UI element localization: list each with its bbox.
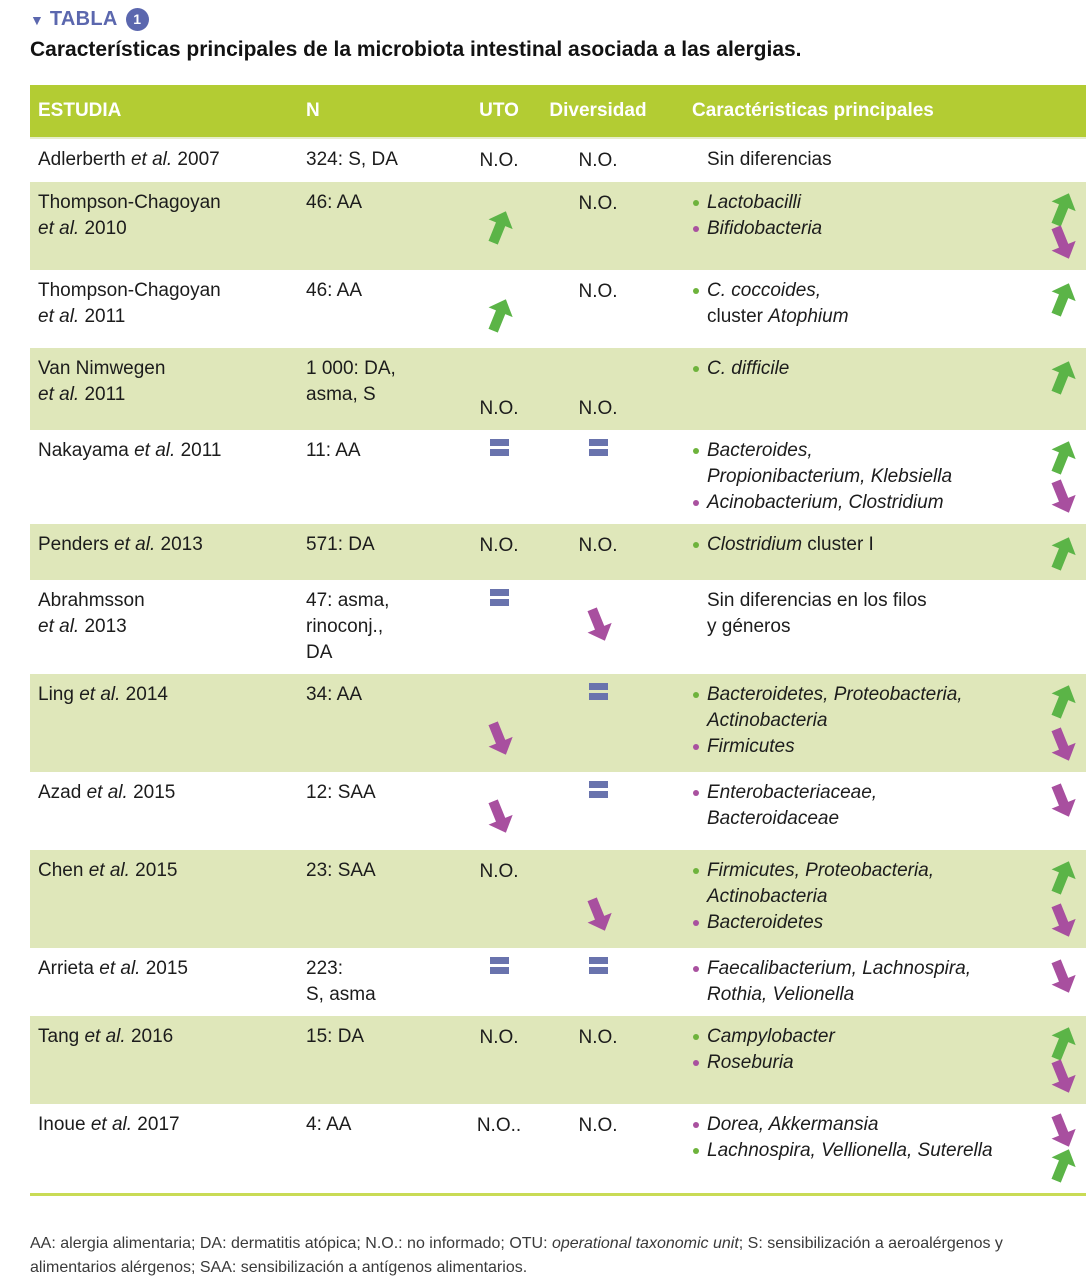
- otu-cell: [455, 682, 543, 764]
- up-arrow-icon: [1043, 856, 1081, 898]
- feature-item: [692, 216, 1034, 242]
- column-header-n: N: [306, 100, 320, 121]
- n-cell: [300, 956, 455, 1008]
- table-row: [30, 524, 1086, 580]
- text-segment: Bacteroides,: [707, 440, 813, 461]
- text-segment: C. coccoides,: [707, 280, 822, 301]
- text-segment: Sin diferencias: [707, 149, 832, 170]
- bullet-dot: [693, 366, 699, 372]
- text-segment: Roseburia: [707, 1052, 794, 1073]
- text-segment: Bacteroidetes: [707, 912, 824, 933]
- n-line: 12: SAA: [306, 782, 376, 803]
- feature-item: [692, 910, 1034, 936]
- table-row: [30, 580, 1086, 674]
- up-arrow-icon: [1043, 680, 1081, 722]
- down-arrow-icon: [579, 894, 617, 936]
- diversity-cell: [543, 356, 653, 422]
- n-cell: [300, 858, 455, 940]
- diversity-cell: [543, 1024, 653, 1096]
- diversity-cell: [543, 532, 653, 572]
- text-segment: et al.: [79, 684, 121, 705]
- up-arrow-icon: [480, 206, 518, 248]
- bullet-dot: [693, 1034, 699, 1040]
- otu-cell: [455, 190, 543, 262]
- n-cell: [300, 682, 455, 764]
- text-segment: Thompson-Chagoyan: [38, 192, 221, 213]
- bullet-dot: [693, 288, 699, 294]
- features-cell: [653, 356, 1038, 422]
- cell-text: N.O.: [578, 150, 618, 171]
- text-segment: operational taxonomic unit: [551, 1235, 739, 1252]
- study-cell: [30, 588, 300, 666]
- table-row: [30, 772, 1086, 850]
- n-line: 324: S, DA: [306, 149, 398, 170]
- text-segment: Inoue: [38, 1114, 91, 1135]
- text-segment: y géneros: [707, 616, 791, 637]
- equal-icon: [490, 589, 509, 606]
- text-segment: Actinobacteria: [707, 886, 828, 907]
- trend-arrows-cell: [1038, 1024, 1086, 1096]
- down-arrow-icon: [480, 796, 518, 838]
- text-segment: et al.: [38, 218, 80, 239]
- text-segment: AA: alergia alimentaria; DA: dermatitis atópica; N.O.: no informado; OTU:: [30, 1235, 552, 1252]
- feature-item: [692, 190, 1034, 216]
- text-segment: 2013: [155, 534, 203, 555]
- text-segment: Abrahmsson: [38, 590, 145, 611]
- bullet-dot: [693, 966, 699, 972]
- table-row: [30, 1104, 1086, 1192]
- text-segment: Acinobacterium, Clostridium: [707, 492, 944, 513]
- features-cell: [653, 147, 1038, 174]
- diversity-cell: [543, 438, 653, 516]
- n-line: rinoconj.,: [306, 616, 384, 637]
- text-segment: et al.: [38, 306, 80, 327]
- text-segment: Firmicutes: [707, 736, 795, 757]
- text-segment: Firmicutes, Proteobacteria,: [707, 860, 935, 881]
- diversity-cell: [543, 278, 653, 340]
- text-segment: Arrieta: [38, 958, 100, 979]
- bullet-dot: [693, 500, 699, 506]
- equal-icon: [589, 957, 608, 974]
- table-row: [30, 850, 1086, 948]
- feature-item: [692, 356, 1034, 382]
- trend-arrows-cell: [1038, 956, 1086, 1008]
- study-cell: [30, 356, 300, 422]
- feature-item: [692, 588, 1034, 640]
- column-header-estudia: ESTUDIA: [38, 100, 122, 121]
- trend-arrows-cell: [1038, 278, 1086, 340]
- otu-cell: [455, 532, 543, 572]
- table-body: [30, 139, 1086, 1192]
- diversity-cell: [543, 1112, 653, 1184]
- bullet-dot: [693, 692, 699, 698]
- cell-text: N.O.: [578, 281, 618, 302]
- n-line: 11: AA: [306, 440, 361, 461]
- feature-item: [692, 1024, 1034, 1050]
- feature-item: [692, 438, 1034, 490]
- text-segment: Nakayama: [38, 440, 135, 461]
- features-cell: [653, 858, 1038, 940]
- text-segment: 2011: [79, 306, 126, 327]
- n-line: 46: AA: [306, 192, 362, 213]
- trend-arrow: [585, 608, 612, 650]
- text-segment: 2015: [127, 782, 176, 803]
- down-arrow-icon: [1043, 1056, 1081, 1098]
- n-cell: [300, 356, 455, 422]
- text-segment: et al.: [88, 860, 130, 881]
- cell-text: N.O.: [479, 150, 519, 171]
- data-table: [30, 85, 1086, 1196]
- down-arrow-icon: [1043, 222, 1081, 264]
- table-caption: [30, 8, 1090, 31]
- cell-text: N.O.: [578, 535, 618, 556]
- text-segment: 2017: [132, 1114, 180, 1135]
- diversity-cell: [543, 588, 653, 666]
- text-segment: Thompson-Chagoyan: [38, 280, 221, 301]
- table-header-row: [30, 85, 1086, 139]
- n-cell: [300, 1024, 455, 1096]
- features-cell: [653, 532, 1038, 572]
- study-cell: [30, 278, 300, 340]
- text-segment: Bacteroidaceae: [707, 808, 840, 829]
- n-cell: [300, 780, 455, 842]
- features-cell: [653, 956, 1038, 1008]
- text-segment: 2007: [172, 149, 220, 170]
- cell-text: N.O.: [578, 1115, 618, 1136]
- text-segment: et al.: [38, 616, 80, 637]
- otu-cell: [455, 278, 543, 340]
- text-segment: Van Nimwegen: [38, 358, 166, 379]
- text-segment: Rothia, Velionella: [707, 984, 855, 1005]
- text-segment: Faecalibacterium, Lachnospira,: [707, 958, 972, 979]
- n-cell: [300, 1112, 455, 1184]
- table-row: [30, 139, 1086, 182]
- cell-text: N.O.: [479, 535, 519, 556]
- feature-item: [692, 956, 1034, 1008]
- trend-arrow: [486, 210, 513, 252]
- bullet-dot: [693, 1060, 699, 1066]
- n-line: 1 000: DA,: [306, 358, 396, 379]
- text-segment: Propionibacterium, Klebsiella: [707, 466, 953, 487]
- study-cell: [30, 438, 300, 516]
- n-line: 15: DA: [306, 1026, 365, 1047]
- trend-arrows-cell: [1038, 780, 1086, 842]
- text-segment: 2011: [79, 384, 126, 405]
- text-segment: 2015: [129, 860, 178, 881]
- study-cell: [30, 682, 300, 764]
- down-arrow-icon: [1043, 780, 1081, 822]
- equal-icon: [490, 957, 509, 974]
- text-segment: C. difficile: [707, 358, 790, 379]
- text-segment: Dorea, Akkermansia: [707, 1114, 879, 1135]
- triangle-down-icon: ▼: [30, 11, 44, 28]
- bullet-dot: [693, 920, 699, 926]
- text-segment: Azad: [38, 782, 87, 803]
- down-arrow-icon: [1043, 476, 1081, 518]
- text-segment: Chen: [38, 860, 89, 881]
- study-cell: [30, 858, 300, 940]
- n-cell: [300, 147, 455, 174]
- features-cell: [653, 588, 1038, 666]
- features-cell: [653, 780, 1038, 842]
- equal-icon: [490, 439, 509, 456]
- equal-icon: [589, 683, 608, 700]
- otu-cell: [455, 780, 543, 842]
- trend-arrows-cell: [1038, 682, 1086, 764]
- up-arrow-icon: [1043, 436, 1081, 478]
- up-arrow-icon: [480, 294, 518, 336]
- text-segment: et al.: [130, 149, 173, 170]
- feature-item: [692, 1050, 1034, 1076]
- text-segment: Clostridium: [707, 534, 803, 555]
- trend-arrow: [486, 800, 513, 842]
- n-cell: [300, 438, 455, 516]
- n-line: 46: AA: [306, 280, 362, 301]
- column-header-uto: UTO: [479, 100, 519, 121]
- features-cell: [653, 1024, 1038, 1096]
- text-segment: et al.: [84, 1026, 126, 1047]
- table-number-badge: 1: [126, 8, 149, 31]
- study-cell: [30, 532, 300, 572]
- up-arrow-icon: [1043, 1144, 1081, 1186]
- otu-cell: [455, 858, 543, 940]
- cell-text: N.O.: [479, 398, 519, 419]
- down-arrow-icon: [1043, 956, 1081, 998]
- text-segment: cluster I: [802, 534, 874, 555]
- n-line: DA: [306, 642, 333, 663]
- bullet-dot: [693, 448, 699, 454]
- bullet-dot: [693, 790, 699, 796]
- cell-text: N.O.: [479, 1027, 519, 1048]
- text-segment: Campylobacter: [707, 1026, 835, 1047]
- n-cell: [300, 532, 455, 572]
- otu-cell: [455, 438, 543, 516]
- trend-arrow: [486, 298, 513, 340]
- otu-cell: [455, 147, 543, 174]
- text-segment: et al.: [99, 958, 141, 979]
- feature-item: [692, 858, 1034, 910]
- up-arrow-icon: [1043, 278, 1081, 320]
- study-cell: [30, 1024, 300, 1096]
- text-segment: cluster: [707, 306, 769, 327]
- text-segment: Atophium: [768, 306, 849, 327]
- text-segment: 2014: [120, 684, 168, 705]
- text-segment: Lachnospira, Vellionella, Suterella: [707, 1140, 993, 1161]
- features-cell: [653, 1112, 1038, 1184]
- table-row: [30, 948, 1086, 1016]
- cell-text: N.O.: [479, 861, 519, 882]
- otu-cell: [455, 956, 543, 1008]
- trend-arrow: [486, 722, 513, 764]
- column-header-caracteristicas: Caractéristicas principales: [692, 100, 934, 121]
- table-row: [30, 430, 1086, 524]
- text-segment: Bacteroidetes, Proteobacteria,: [707, 684, 963, 705]
- feature-item: [692, 1138, 1034, 1164]
- trend-arrows-cell: [1038, 1112, 1086, 1184]
- bullet-dot: [693, 868, 699, 874]
- study-cell: [30, 956, 300, 1008]
- column-header-spacer: [1038, 109, 1086, 113]
- n-cell: [300, 190, 455, 262]
- feature-item: [692, 490, 1034, 516]
- trend-arrows-cell: [1038, 438, 1086, 516]
- otu-cell: [455, 1024, 543, 1096]
- down-arrow-icon: [1043, 724, 1081, 766]
- bullet-dot: [693, 200, 699, 206]
- caption-label: TABLA: [49, 8, 118, 30]
- study-cell: [30, 147, 300, 174]
- diversity-cell: [543, 858, 653, 940]
- text-segment: 2015: [140, 958, 188, 979]
- features-cell: [653, 278, 1038, 340]
- trend-arrows-cell: [1038, 190, 1086, 262]
- bullet-dot: [693, 1148, 699, 1154]
- text-segment: et al.: [114, 534, 156, 555]
- diversity-cell: [543, 190, 653, 262]
- equal-icon: [589, 781, 608, 798]
- footnote: [30, 1232, 1075, 1280]
- n-line: S, asma: [306, 984, 376, 1005]
- up-arrow-icon: [1043, 356, 1081, 398]
- diversity-cell: [543, 682, 653, 764]
- text-segment: et al.: [86, 782, 128, 803]
- table-bottom-rule: [30, 1193, 1086, 1196]
- text-segment: Bifidobacteria: [707, 218, 823, 239]
- text-segment: 2016: [125, 1026, 174, 1047]
- n-line: 34: AA: [306, 684, 362, 705]
- cell-text: N.O..: [476, 1115, 522, 1136]
- text-segment: Ling: [38, 684, 80, 705]
- text-segment: Adlerberth: [38, 149, 131, 170]
- trend-arrows-cell: [1038, 147, 1086, 174]
- bullet-dot: [693, 542, 699, 548]
- feature-item: [692, 1112, 1034, 1138]
- equal-icon: [589, 439, 608, 456]
- otu-cell: [455, 1112, 543, 1184]
- text-segment: 2011: [175, 440, 222, 461]
- cell-text: N.O.: [578, 1027, 618, 1048]
- down-arrow-icon: [1043, 900, 1081, 942]
- feature-item: [692, 682, 1034, 734]
- text-segment: 2013: [79, 616, 127, 637]
- table-row: [30, 348, 1086, 430]
- text-segment: et al.: [38, 384, 80, 405]
- text-segment: et al.: [90, 1114, 133, 1135]
- feature-item: [692, 278, 1034, 330]
- bullet-dot: [693, 1122, 699, 1128]
- trend-arrows-cell: [1038, 858, 1086, 940]
- n-cell: [300, 588, 455, 666]
- feature-item: [692, 780, 1034, 832]
- study-cell: [30, 190, 300, 262]
- text-segment: ; S: sensibilización a aeroalérgenos y alimentarios alérgenos; SAA: sensibilización a antígenos alimentarios.: [30, 1235, 1003, 1276]
- text-segment: 2010: [79, 218, 127, 239]
- text-segment: Penders: [38, 534, 115, 555]
- table-row: [30, 674, 1086, 772]
- study-cell: [30, 780, 300, 842]
- trend-arrows-cell: [1038, 356, 1086, 422]
- features-cell: [653, 190, 1038, 262]
- table-row: [30, 1016, 1086, 1104]
- diversity-cell: [543, 956, 653, 1008]
- n-line: asma, S: [306, 384, 376, 405]
- down-arrow-icon: [579, 604, 617, 646]
- bullet-dot: [693, 226, 699, 232]
- trend-arrow: [585, 898, 612, 940]
- diversity-cell: [543, 147, 653, 174]
- diversity-cell: [543, 780, 653, 842]
- up-arrow-icon: [1043, 532, 1081, 574]
- column-header-diversidad: Diversidad: [549, 100, 647, 121]
- table-row: [30, 182, 1086, 270]
- otu-cell: [455, 356, 543, 422]
- text-segment: Tang: [38, 1026, 85, 1047]
- text-segment: et al.: [134, 440, 176, 461]
- n-cell: [300, 278, 455, 340]
- study-cell: [30, 1112, 300, 1184]
- n-line: 571: DA: [306, 534, 375, 555]
- table-title: Características principales de la microbiota intestinal asociada a las alergias.: [30, 38, 802, 61]
- trend-arrows-cell: [1038, 532, 1086, 572]
- n-line: 23: SAA: [306, 860, 376, 881]
- table-row: [30, 270, 1086, 348]
- n-line: 4: AA: [306, 1114, 352, 1135]
- trend-arrows-cell: [1038, 588, 1086, 666]
- text-segment: Actinobacteria: [707, 710, 828, 731]
- features-cell: [653, 438, 1038, 516]
- cell-text: N.O.: [578, 398, 618, 419]
- text-segment: Enterobacteriaceae,: [707, 782, 878, 803]
- cell-text: N.O.: [578, 193, 618, 214]
- n-line: 223:: [306, 958, 343, 979]
- text-segment: Lactobacilli: [707, 192, 801, 213]
- down-arrow-icon: [480, 718, 518, 760]
- bullet-dot: [693, 744, 699, 750]
- text-segment: Sin diferencias en los filos: [707, 590, 927, 611]
- features-cell: [653, 682, 1038, 764]
- otu-cell: [455, 588, 543, 666]
- n-line: 47: asma,: [306, 590, 390, 611]
- feature-item: [692, 734, 1034, 760]
- feature-item: [692, 147, 1034, 173]
- feature-item: [692, 532, 1034, 558]
